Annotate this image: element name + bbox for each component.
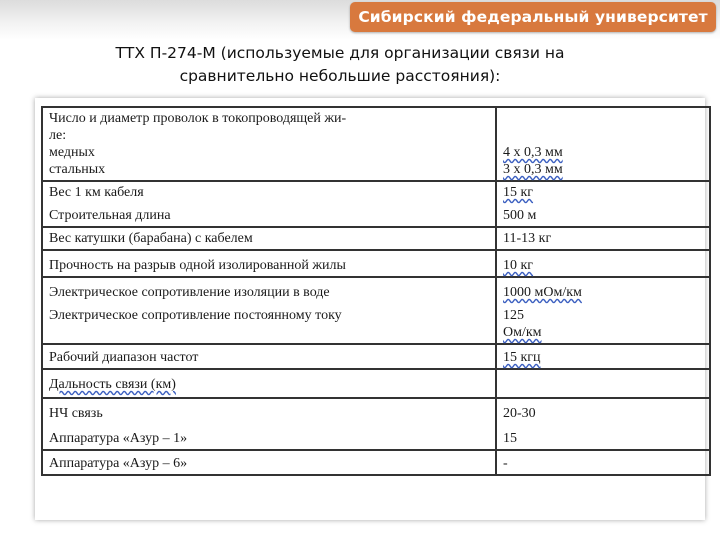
param-cell <box>42 450 496 475</box>
param-cell <box>42 277 496 344</box>
value-cell <box>496 369 710 398</box>
value-cell <box>496 344 710 369</box>
value-text: 15 <box>503 431 517 446</box>
value-text: 500 м <box>503 208 537 223</box>
specs-table <box>41 106 711 476</box>
param-cell <box>42 369 496 398</box>
param-cell <box>42 227 496 250</box>
param-cell <box>42 344 496 369</box>
value-text: 4 х 0,3 мм <box>503 145 563 160</box>
table-row <box>42 107 710 181</box>
value-cell <box>496 398 710 450</box>
param-text: Аппаратура «Азур – 6» <box>49 456 188 471</box>
slide-title-line-2: сравнительно небольшие расстояния): <box>179 67 501 85</box>
value-text: 1000 мОм/км <box>503 285 582 300</box>
value-text: - <box>503 456 508 471</box>
param-cell <box>42 250 496 277</box>
param-cell <box>42 181 496 227</box>
param-text: медных <box>49 145 95 160</box>
value-text: Ом/км <box>503 325 542 340</box>
value-text: 125 <box>503 308 524 323</box>
param-text: Электрическое сопротивление постоянному току <box>49 308 342 323</box>
scanned-document <box>35 98 705 520</box>
value-cell <box>496 277 710 344</box>
param-text: Строительная длина <box>49 208 171 223</box>
table-row <box>42 277 710 344</box>
value-text: 10 кг <box>503 258 534 273</box>
param-text: Рабочий диапазон частот <box>49 350 199 365</box>
value-cell <box>496 107 710 181</box>
param-text: Электрическое сопротивление изоляции в воде <box>49 285 330 300</box>
value-cell <box>496 181 710 227</box>
param-text: Прочность на разрыв одной изолированной жилы <box>49 258 346 273</box>
table-row <box>42 344 710 369</box>
value-cell <box>496 250 710 277</box>
value-text: 11-13 кг <box>503 231 552 246</box>
slide-title <box>60 42 620 88</box>
university-banner <box>350 2 716 32</box>
table-row <box>42 250 710 277</box>
table-row <box>42 398 710 450</box>
param-cell <box>42 107 496 181</box>
param-text: Аппаратура «Азур – 1» <box>49 431 188 446</box>
value-text: 15 кг <box>503 185 534 200</box>
param-cell <box>42 398 496 450</box>
param-text: Число и диаметр проволок в токопроводящей жи- <box>49 111 347 126</box>
param-text: НЧ связь <box>49 406 103 421</box>
param-text: Вес катушки (барабана) с кабелем <box>49 231 253 246</box>
value-text: 15 кгц <box>503 350 541 365</box>
university-name: Сибирский федеральный университет <box>358 8 708 26</box>
param-text: ле: <box>49 128 67 143</box>
table-row <box>42 369 710 398</box>
param-text: стальных <box>49 162 106 177</box>
value-text: 20-30 <box>503 406 536 421</box>
param-text: Вес 1 км кабеля <box>49 185 144 200</box>
value-cell <box>496 450 710 475</box>
value-text: 3 х 0,3 мм <box>503 162 563 177</box>
value-cell <box>496 227 710 250</box>
table-row <box>42 227 710 250</box>
param-text: Дальность связи (км) <box>49 377 176 392</box>
slide-title-line-1: ТТХ П-274-М (используемые для организации связи на <box>115 44 565 62</box>
table-row <box>42 181 710 227</box>
table-row <box>42 450 710 475</box>
